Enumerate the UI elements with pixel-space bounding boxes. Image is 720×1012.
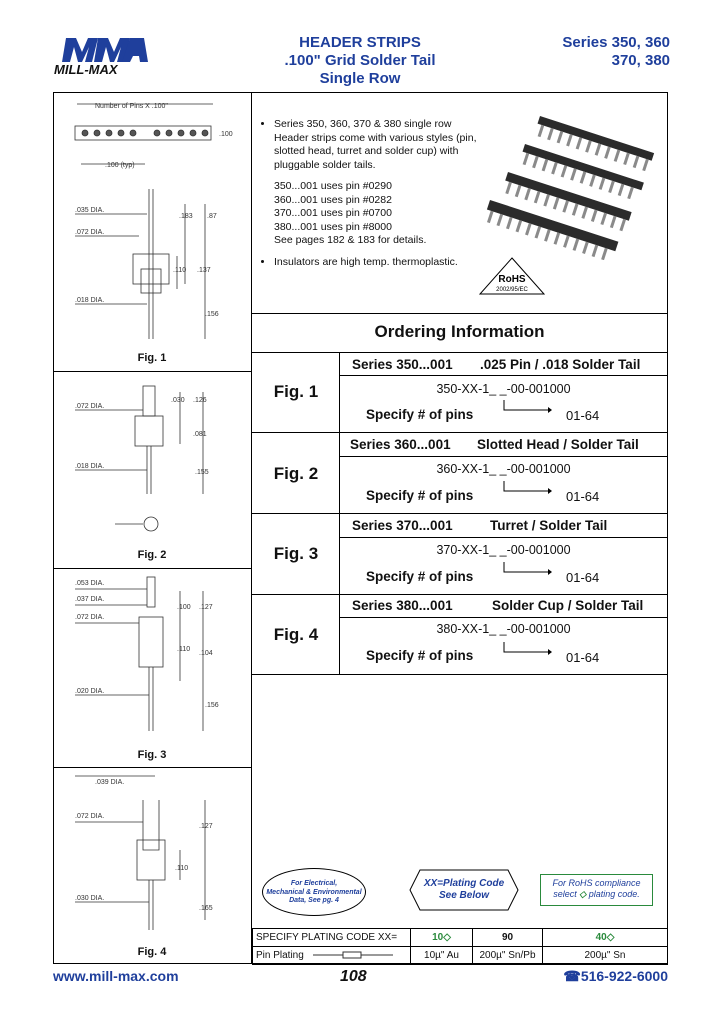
title-line-3: Single Row [319, 70, 401, 87]
ordering-sec3-part: 370-XX-1_ _-00-001000 [436, 543, 571, 557]
divider-ordering-title [251, 352, 668, 353]
fig4-drawing [55, 770, 249, 940]
fig3-dim-053: .053 DIA. [75, 580, 105, 587]
ordering-fig3-label: Fig. 3 [273, 544, 319, 563]
ordering-sec3-series: Series 370...001 [352, 518, 453, 533]
ordering-info-title: Ordering Information [374, 322, 545, 341]
plating-code-10: 10◇ [411, 929, 473, 947]
fig1-dim-183: .183 [179, 213, 193, 220]
pin-usage-370: 370...001 uses pin #0700 [274, 207, 392, 219]
divider-sub1 [339, 375, 668, 376]
divider-vertical [251, 92, 252, 964]
electrical-line-3: Data, See pg. 4 [289, 897, 339, 904]
divider-desc [251, 313, 668, 314]
fig3-caption: Fig. 3 [137, 749, 167, 761]
rohs-badge-label: RoHS [498, 274, 526, 285]
plating-code-callout [408, 878, 520, 902]
ordering-sec4-desc: Solder Cup / Solder Tail [492, 598, 644, 613]
ordering-sec3-specify: Specify # of pins [366, 569, 474, 584]
ordering-sec3-range: 01-64 [566, 570, 600, 585]
pin-usage-see-pages: See pages 182 & 183 for details. [274, 234, 427, 246]
fig3-dim-037: .037 DIA. [75, 596, 105, 603]
divider-fig3 [53, 767, 251, 768]
diamond-icon: ◇ [606, 932, 615, 943]
fig2-dim-126: .126 [193, 397, 207, 404]
page-number: 108 [340, 968, 367, 985]
rohs-note-select: select [553, 889, 577, 899]
rohs-note-line-1: For RoHS compliance [552, 878, 641, 888]
fig1-drawing [55, 94, 249, 354]
ordering-sec4-specify: Specify # of pins [366, 648, 474, 663]
ordering-sec1-desc: .025 Pin / .018 Solder Tail [480, 357, 641, 372]
description-bullet-insulators: • Insulators are high temp. thermoplastic. [274, 256, 480, 270]
ordering-fig4-label: Fig. 4 [273, 625, 319, 644]
fig2-dim-081: .081 [193, 431, 207, 438]
diamond-icon: ◇ [443, 932, 451, 943]
rohs-badge [478, 256, 546, 296]
ordering-sec1-range: 01-64 [566, 408, 600, 423]
fig4-caption: Fig. 4 [137, 946, 167, 958]
divider-sec1 [251, 432, 668, 433]
series-line-1: Series 350, 360 [562, 34, 670, 51]
fig4-dim-072: .072 DIA. [75, 813, 105, 820]
divider-fig1 [53, 371, 251, 372]
ordering-sec3-arrow [502, 562, 552, 576]
plating-code-row [253, 929, 668, 947]
page-title [240, 34, 480, 88]
fig3-dim-156: .156 [205, 702, 219, 709]
fig3-dim-104: .104 [199, 650, 213, 657]
ordering-sec4-arrow [502, 642, 552, 656]
mill-max-logo [52, 34, 156, 80]
rohs-note-plating: plating code. [588, 889, 640, 899]
title-line-2: .100" Grid Solder Tail [284, 52, 436, 69]
fig2-dim-018: .018 DIA. [75, 463, 105, 470]
rohs-badge-directive: 2002/95/EC [496, 287, 528, 293]
plating-table [252, 928, 668, 965]
fig3-dim-100: .100 [177, 604, 191, 611]
pin-icon [313, 951, 393, 959]
pin-plating-snpb: 200µ" Sn/Pb [473, 947, 543, 965]
pin-plating-sn: 200µ" Sn [543, 947, 668, 965]
fig4-dim-039: .039 DIA. [95, 779, 125, 786]
fig1-dim-137: .137 [197, 267, 211, 274]
phone-number: ☎516-922-6000 [563, 968, 668, 984]
fig3-dim-127: .127 [199, 604, 213, 611]
ordering-sec4-series: Series 380...001 [352, 598, 453, 613]
pin-usage-380: 380...001 uses pin #8000 [274, 220, 392, 233]
plating-code-label: SPECIFY PLATING CODE XX= [253, 929, 411, 947]
electrical-data-callout [262, 868, 366, 916]
divider-sub2 [339, 456, 668, 457]
divider-sec2 [251, 513, 668, 514]
pin-usage-350: 350...001 uses pin #0290 [274, 180, 392, 192]
ordering-fig2-label: Fig. 2 [273, 464, 319, 483]
fig3-drawing [55, 571, 249, 749]
fig1-caption: Fig. 1 [137, 352, 167, 364]
fig1-dim-typ: .100 (typ) [105, 162, 135, 169]
ordering-sec1-arrow [502, 400, 552, 414]
plating-code-90: 90 [473, 929, 543, 947]
fig2-dim-155: .155 [195, 469, 209, 476]
fig1-dim-110: .110 [173, 267, 187, 274]
fig4-dim-165: .165 [199, 905, 213, 912]
pin-plating-row [253, 947, 668, 965]
plating-code-line-2: See Below [438, 890, 490, 901]
description-bullet-styles: • Series 350, 360, 370 & 380 single row Header strips come with various styles (pin, slotted head, turret and solder cup) with pluggable solder tails. [274, 118, 480, 172]
divider-fig2 [53, 568, 251, 569]
fig3-dim-072: .072 DIA. [75, 614, 105, 621]
phone-icon: ☎ [563, 968, 581, 984]
fig1-dim-018: .018 DIA. [75, 297, 105, 304]
fig1-dim-87: .87 [207, 213, 217, 220]
ordering-fig1-label: Fig. 1 [273, 382, 319, 401]
product-description [260, 118, 480, 269]
plating-code-line-1: XX=Plating Code [423, 878, 505, 889]
fig4-dim-030: .030 DIA. [75, 895, 105, 902]
fig2-caption: Fig. 2 [137, 549, 167, 561]
logo-text: MILL-MAX [54, 62, 118, 77]
header-strips-photo [480, 110, 660, 260]
pin-plating-label: Pin Plating [253, 947, 411, 965]
ordering-sec4-part: 380-XX-1_ _-00-001000 [436, 622, 571, 636]
ordering-sec1-part: 350-XX-1_ _-00-001000 [436, 382, 571, 396]
ordering-sec2-series: Series 360...001 [350, 437, 451, 452]
fig1-dim-035: .035 DIA. [75, 207, 105, 214]
fig1-dim-pins: Number of Pins X .100" [95, 103, 168, 110]
fig4-dim-110: .110 [175, 865, 189, 872]
fig4-dim-127: .127 [199, 823, 213, 830]
fig2-drawing [55, 374, 249, 544]
fig1-dim-072: .072 DIA. [75, 229, 105, 236]
ordering-sec2-part: 360-XX-1_ _-00-001000 [436, 462, 571, 476]
fig2-dim-072: .072 DIA. [75, 403, 105, 410]
ordering-sec3-desc: Turret / Solder Tail [490, 518, 608, 533]
ordering-sec2-desc: Slotted Head / Solder Tail [477, 437, 639, 452]
ordering-sec4-range: 01-64 [566, 650, 600, 665]
series-line-2: 370, 380 [611, 52, 670, 69]
fig3-dim-020: .020 DIA. [75, 688, 105, 695]
fig1-dim-156: .156 [205, 311, 219, 318]
ordering-sec2-arrow [502, 481, 552, 495]
diamond-icon: ◇ [579, 889, 587, 899]
ordering-sec1-series: Series 350...001 [352, 357, 453, 372]
electrical-line-2: Mechanical & Environmental [266, 888, 362, 896]
electrical-line-1: For Electrical, [290, 880, 338, 887]
ordering-sec1-specify: Specify # of pins [366, 407, 474, 422]
title-line-1: HEADER STRIPS [299, 34, 421, 51]
fig1-dim-100: .100 [219, 131, 233, 138]
ordering-sec2-range: 01-64 [566, 489, 600, 504]
divider-sec3 [251, 594, 668, 595]
fig2-dim-030: .030 [171, 397, 185, 404]
divider-sub4 [339, 617, 668, 618]
ordering-sec2-specify: Specify # of pins [366, 488, 474, 503]
pin-plating-au: 10µ" Au [411, 947, 473, 965]
pin-usage-list [274, 180, 480, 248]
plating-code-40: 40◇ [543, 929, 668, 947]
divider-sec4 [251, 674, 668, 675]
website-link[interactable]: www.mill-max.com [53, 968, 179, 984]
pin-usage-360: 360...001 uses pin #0282 [274, 193, 392, 206]
fig3-dim-110: .110 [177, 646, 191, 653]
rohs-compliance-note [540, 874, 653, 906]
series-heading [562, 34, 670, 70]
divider-sub3 [339, 537, 668, 538]
